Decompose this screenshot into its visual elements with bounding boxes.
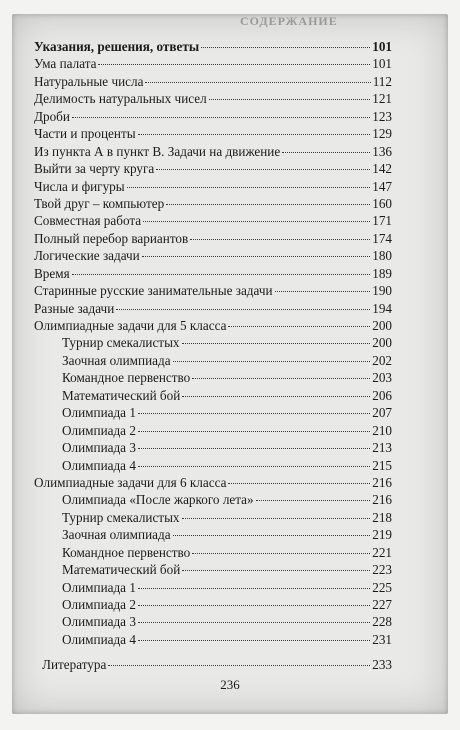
toc-entry <box>34 526 392 543</box>
toc-entry-title: Дроби <box>34 108 70 124</box>
toc-entry <box>34 265 392 282</box>
toc-entry-page: 112 <box>372 73 392 89</box>
toc-entry <box>34 544 392 561</box>
toc-entry-title: Разные задачи <box>34 300 115 316</box>
dot-leader <box>173 534 371 536</box>
toc-entry <box>34 212 392 229</box>
dot-leader <box>209 98 371 100</box>
toc-entry-page: 200 <box>372 318 392 333</box>
toc-entry <box>34 160 392 177</box>
toc-entry-page: 216 <box>372 474 392 490</box>
toc-entry-page: 223 <box>372 562 392 578</box>
toc-entry-title: Олимпиада 3 <box>62 614 136 630</box>
toc-entry-title: Математический бой <box>62 387 181 403</box>
toc-entry-title: Из пункта А в пункт В. Задачи на движение <box>34 143 281 159</box>
toc-entry-title: Заочная олимпиада <box>62 352 171 368</box>
toc-entry <box>34 439 392 456</box>
toc-entry-page: 221 <box>372 544 392 560</box>
toc-entry-page: 189 <box>372 265 392 281</box>
dot-leader <box>116 308 370 310</box>
toc-entry <box>34 143 392 160</box>
toc-entry-page: 207 <box>372 405 392 421</box>
toc-entry-title: Олимпиада «После жаркого лета» <box>62 492 254 508</box>
toc-entry <box>34 613 392 630</box>
dot-leader <box>142 255 370 257</box>
toc-entry <box>34 73 392 90</box>
dot-leader <box>145 81 370 83</box>
toc-entry <box>34 404 392 421</box>
toc-entry <box>34 422 392 439</box>
toc-entry <box>34 369 392 386</box>
toc-entry-page: 190 <box>372 283 392 299</box>
toc-entry-page: 231 <box>372 631 392 647</box>
dot-leader <box>182 517 371 519</box>
dot-leader <box>138 133 371 135</box>
toc-entry-title: Олимпиада 2 <box>62 597 136 612</box>
toc-entry-page: 129 <box>372 126 392 142</box>
toc-entry-title: Олимпиада 2 <box>62 422 136 438</box>
dot-leader <box>228 482 370 484</box>
toc-entry-title: Твой друг – компьютер <box>34 195 165 211</box>
toc-entry-page: 121 <box>372 91 392 107</box>
toc-entry-title: Олимпиадные задачи для 5 класса <box>34 318 227 333</box>
toc-entry <box>34 596 392 613</box>
toc-entry-page: 215 <box>372 457 392 473</box>
dot-leader <box>138 430 370 432</box>
toc-entry <box>34 195 392 212</box>
dot-leader <box>108 664 370 666</box>
toc-entry-page: 203 <box>372 370 392 386</box>
toc-entry-title: Олимпиадные задачи для 6 класса <box>34 474 227 490</box>
toc-entry-title: Заочная олимпиада <box>62 527 171 543</box>
dot-leader <box>138 412 370 414</box>
toc-entry-page: 147 <box>372 178 392 194</box>
dot-leader <box>275 290 371 292</box>
dot-leader <box>138 447 370 449</box>
toc-entry-title: Олимпиада 1 <box>62 579 136 595</box>
toc-entry-page: 101 <box>372 39 392 54</box>
toc-entry <box>34 125 392 142</box>
dot-leader <box>182 342 371 344</box>
dot-leader <box>138 587 370 589</box>
toc-entry-page: 160 <box>372 195 392 211</box>
dot-leader <box>190 238 370 240</box>
dot-leader <box>138 604 370 606</box>
toc-entry-page: 136 <box>372 143 392 159</box>
toc-entry <box>34 108 392 125</box>
toc-entry-title: Натуральные числа <box>34 73 144 89</box>
toc-entry-page: 171 <box>372 213 392 229</box>
toc-entry-title: Указания, решения, ответы <box>34 39 200 54</box>
dot-leader <box>72 273 371 275</box>
toc-entry <box>34 509 392 526</box>
toc-entry-page: 206 <box>372 387 392 403</box>
toc-entry <box>34 631 392 648</box>
toc-entry-title: Ума палата <box>34 56 97 72</box>
toc-entry-page: 210 <box>372 422 392 438</box>
page-number: 236 <box>220 677 240 692</box>
toc-entry-page: 123 <box>372 108 392 124</box>
toc-entry <box>34 474 392 491</box>
dot-leader <box>166 203 370 205</box>
dot-leader <box>201 46 370 48</box>
dot-leader <box>282 151 370 153</box>
toc-entry <box>34 491 392 508</box>
toc-entry-title: Выйти за черту круга <box>34 161 155 177</box>
toc-entry-page: 174 <box>372 230 392 246</box>
dot-leader <box>72 116 370 118</box>
dot-leader <box>138 621 370 623</box>
dot-leader <box>143 220 370 222</box>
table-of-contents <box>34 38 392 674</box>
toc-entry <box>34 230 392 247</box>
toc-entry-title: Старинные русские занимательные задачи <box>34 283 273 299</box>
toc-entry <box>34 38 392 55</box>
toc-entry <box>34 457 392 474</box>
toc-entry-title: Математический бой <box>62 562 181 578</box>
dot-leader <box>138 639 370 641</box>
dot-leader <box>138 465 370 467</box>
dot-leader <box>192 377 370 379</box>
toc-entry-page: 233 <box>372 657 392 673</box>
toc-entry <box>34 282 392 299</box>
toc-entry-title: Олимпиада 3 <box>62 440 136 456</box>
toc-entry-page: 213 <box>372 440 392 456</box>
toc-entry-page: 216 <box>372 492 392 508</box>
toc-entry-page: 219 <box>372 527 392 543</box>
toc-entry <box>34 55 392 72</box>
toc-entry-page: 202 <box>372 352 392 368</box>
toc-entry-title: Совместная работа <box>34 213 142 229</box>
toc-entry <box>34 561 392 578</box>
toc-entry-page: 142 <box>372 161 392 177</box>
toc-entry-page: 200 <box>372 335 392 351</box>
toc-entry <box>34 387 392 404</box>
toc-entry-title: Командное первенство <box>62 544 191 560</box>
dot-leader <box>182 395 370 397</box>
toc-entry-title: Время <box>34 265 70 281</box>
toc-entry-page: 180 <box>372 248 392 264</box>
dot-leader <box>192 552 370 554</box>
toc-entry-title: Литература <box>42 657 107 673</box>
toc-entry-title: Турнир смекалистых <box>62 509 180 525</box>
toc-entry <box>34 178 392 195</box>
dot-leader <box>173 360 371 362</box>
toc-entry-page: 101 <box>372 56 392 72</box>
toc-entry <box>34 247 392 264</box>
toc-entry-page: 218 <box>372 509 392 525</box>
toc-entry-title: Олимпиада 4 <box>62 457 136 473</box>
toc-entry-title: Части и проценты <box>34 126 136 142</box>
toc-entry <box>34 352 392 369</box>
toc-entry-title: Турнир смекалистых <box>62 335 180 351</box>
toc-entry-title: Олимпиада 1 <box>62 405 136 421</box>
toc-entry-page: 225 <box>372 579 392 595</box>
toc-entry-title: Полный перебор вариантов <box>34 230 189 246</box>
dot-leader <box>256 499 371 501</box>
dot-leader <box>127 186 371 188</box>
toc-entry-page: 228 <box>372 614 392 630</box>
toc-entry <box>34 317 392 334</box>
faint-header: СОДЕРЖАНИЕ <box>240 14 338 28</box>
toc-entry <box>34 656 392 673</box>
toc-entry-page: 194 <box>372 300 392 316</box>
toc-entry-title: Числа и фигуры <box>34 178 125 194</box>
toc-entry <box>34 90 392 107</box>
dot-leader <box>98 63 370 65</box>
toc-entry-title: Олимпиада 4 <box>62 631 136 647</box>
toc-entry-title: Командное первенство <box>62 370 191 386</box>
dot-leader <box>156 168 370 170</box>
toc-entry <box>34 334 392 351</box>
toc-entry-title: Делимость натуральных чисел <box>34 91 207 107</box>
dot-leader <box>182 569 370 571</box>
dot-leader <box>228 325 370 327</box>
toc-entry-title: Логические задачи <box>34 248 140 264</box>
toc-entry <box>34 579 392 596</box>
toc-entry-page: 227 <box>372 597 392 612</box>
toc-entry <box>34 300 392 317</box>
